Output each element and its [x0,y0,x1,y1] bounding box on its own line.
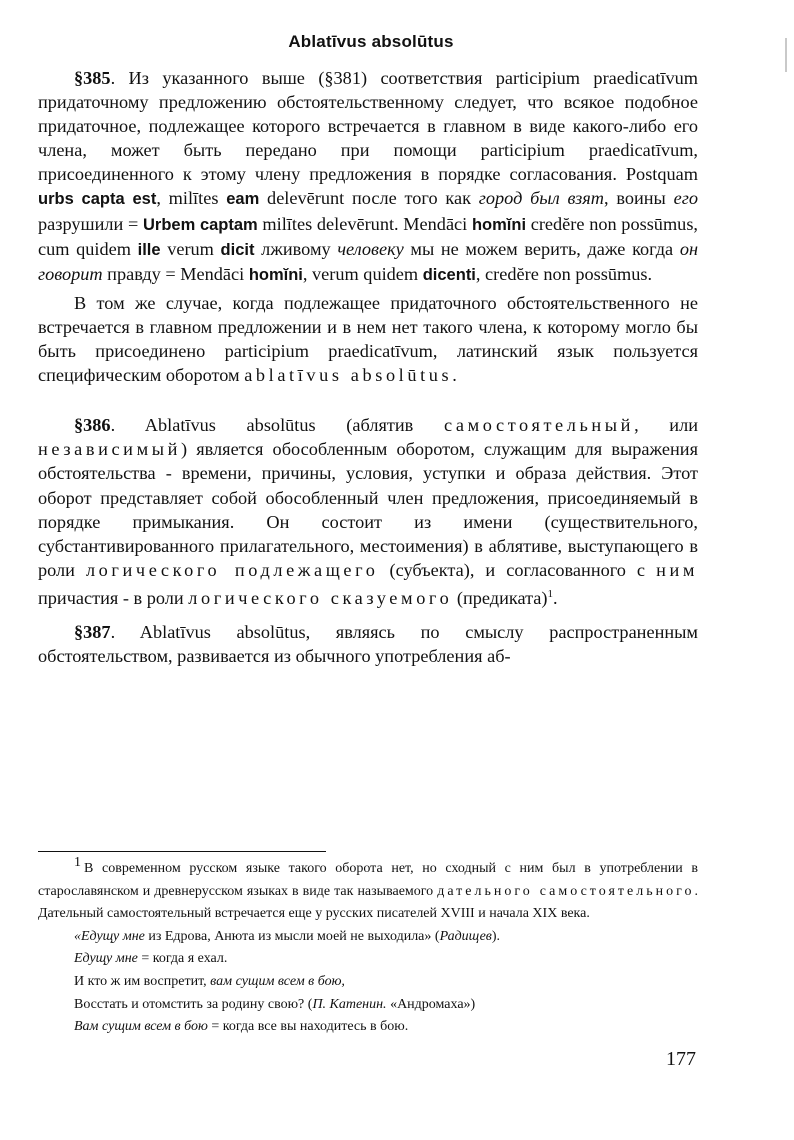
latin-emphasis: homĭni [248,265,303,284]
footnote-block [38,852,698,1039]
paragraph-385: §385. Из указанного выше (§381) соответствия participium praedicatīvum придаточному предложению обстоятельственному следует, что всякое подобное придаточное, подлежащее которого встречается в главном в виде какого-либо его члена, может быть передано при помощи participium praedicatīvum, присоединенного к этому члену предложения в порядке согласования. Postquam urbs capta est, milītes eam delevērunt после того как город был взят, воины его разрушили = Urbem captam milītes delevērunt. Mendāci homĭni credĕre non possūmus, cum quidem ille verum dicit лживому человеку мы не можем верить, даже когда он говорит правду = Mendāci homĭni, verum quidem dicenti, credĕre non possūmus. [38,68,699,284]
russian-emphasis: человеку [337,238,404,259]
running-head: Ablatīvus absolūtus [288,32,454,51]
footnote-1: 1 В современном русском языке такого оборота нет, но сходный с ним был в употреблении в старославянском и древнерусском языках в виде так называемого дательного самостоятельного. Дательный самостоятельный встречается еще у русских писателей XVIII и начала XIX века. [38,855,698,922]
footnote-verse: Восстать и отомстить за родину свою? (П. Катенин. «Андромаха») [74,996,476,1012]
russian-emphasis: город был взят [478,188,604,209]
section-number: §385 [74,68,111,88]
footnote-quote: «Едущу мне из Едрова, Анюта из мысли моей не выходила» (Радищев). [74,928,501,944]
latin-emphasis: dicit [220,240,255,259]
russian-emphasis: он говорит [38,238,699,284]
scan-margin-mark [785,38,787,72]
footnote-verse: И кто ж им воспретит, вам сущим всем в бою, [74,973,345,989]
latin-emphasis: Urbem captam [142,215,258,234]
section-number: §387 [74,622,111,643]
latin-emphasis: dicenti [422,265,476,284]
spaced-term: дательного самостоятельного [437,883,695,899]
spaced-term: ним [656,559,698,580]
page-body [38,32,698,668]
russian-emphasis: его [673,188,699,209]
paragraph-385-continued: В том же случае, когда подлежащее придаточного обстоятельственного не встречается в главном предложении и в нем нет такого члена, к которому могло бы быть присоединено participium praedicatīvum, латинский язык пользуется специфическим оборотом ablatīvus absolūtus. [38,292,698,386]
latin-emphasis: ille [137,240,161,259]
spaced-term: независимый [38,439,182,460]
spaced-term: логического подлежащего [85,559,379,580]
latin-emphasis: urbs capta est [38,190,157,209]
latin-emphasis: homĭni [471,215,527,234]
spaced-term: логического сказуемого [188,587,453,608]
paragraph-387: §387. Ablatīvus absolūtus, являясь по смыслу распространенным обстоятельством, развивается из обычного употребления аб- [38,622,698,667]
footnote-mark: 1 [74,855,81,870]
section-number: §386 [74,415,111,436]
spaced-term: самостоятельный [443,415,635,436]
page-number: 177 [666,1048,696,1070]
footnote-quote: Вам сущим всем в бою = когда все вы находитесь в бою. [74,1019,409,1035]
paragraph-386: §386. Ablatīvus absolūtus (аблятив самостоятельный, или независимый) является обособленным оборотом, служащим для выражения обстоятельства - времени, причины, условия, уступки и образа действия. Этот оборот представляет собой обособленный член предложения, присоединяемый в порядке примыкания. Он состоит из имени (существительного, субстантивированного прилагательного, местоимения) в аблятиве, выступающего в роли логического подлежащего (субъекта), и согласованного с ним причастия - в роли логического сказуемого (предиката)$^1$. [38,415,698,608]
footnote-reference[interactable]: 1 [547,587,554,600]
latin-emphasis: eam [226,190,260,209]
footnote-quote: Едущу мне = когда я ехал. [74,951,228,967]
spaced-term: ablatīvus absolūtus [244,365,453,386]
